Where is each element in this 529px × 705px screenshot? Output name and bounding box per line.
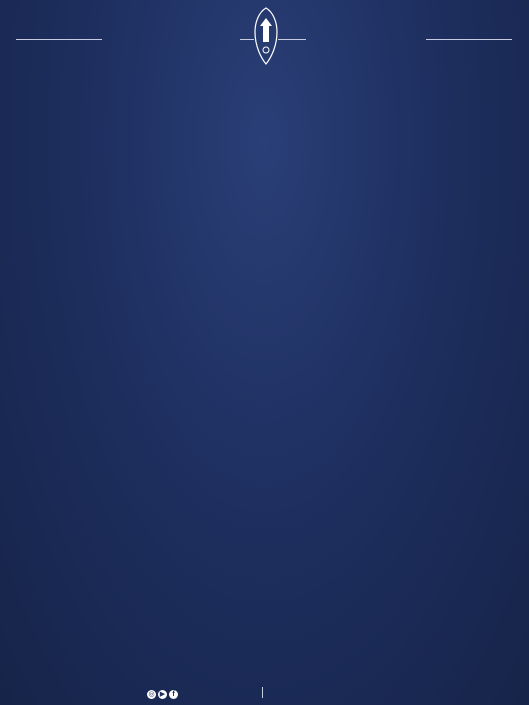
- youtube-icon[interactable]: ▶: [159, 691, 166, 698]
- header-rule-left-inner: [240, 39, 254, 40]
- header-rule-right-inner: [278, 39, 306, 40]
- document-body: [30, 88, 500, 124]
- social-icons: [147, 688, 180, 699]
- header-rule-left: [16, 39, 102, 40]
- header: [0, 0, 529, 80]
- footer: [0, 688, 529, 705]
- facebook-icon[interactable]: f: [169, 690, 178, 699]
- footer-divider: [262, 687, 263, 698]
- header-rule-right: [426, 39, 512, 40]
- emblem-logo: [253, 6, 279, 66]
- spacer: [30, 88, 500, 106]
- instagram-icon[interactable]: ◎: [148, 691, 155, 698]
- section-heading: [30, 106, 500, 124]
